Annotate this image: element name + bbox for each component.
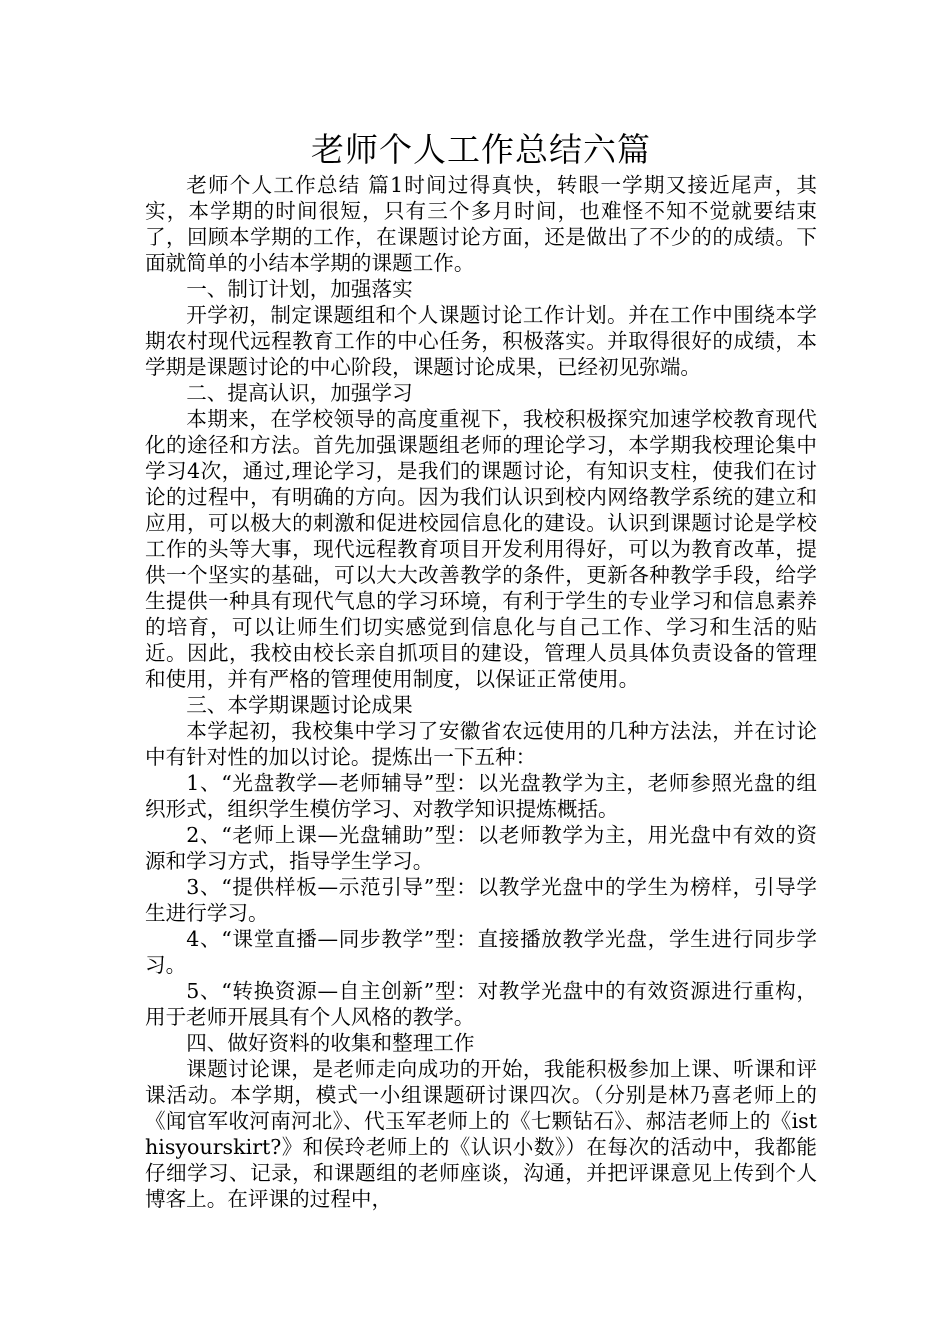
list-item: 4、“课堂直播—同步教学”型：直接播放教学光盘，学生进行同步学习。 xyxy=(145,927,817,977)
document-title: 老师个人工作总结六篇 xyxy=(311,130,651,169)
list-item: 2、“老师上课—光盘辅助”型：以老师教学为主，用光盘中有效的资源和学习方式，指导学生学习。 xyxy=(145,823,817,873)
paragraph: 本期来，在学校领导的高度重视下，我校积极探究加速学校教育现代化的途径和方法。首先加强课题组老师的理论学习，本学期我校理论集中学习4次，通过,理论学习，是我们的课题讨论，有知识支柱，使我们在讨论的过程中，有明确的方向。因为我们认识到校内网络教学系统的建立和应用，可以极大的刺激和促进校园信息化的建设。认识到课题讨论是学校工作的头等大事，现代远程教育项目开发利用得好，可以为教育改革，提供一个坚实的基础，可以大大改善教学的条件，更新各种教学手段，给学生提供一种具有现代气息的学习环境，有利于学生的专业学习和信息素养的培育，可以让师生们切实感觉到信息化与自己工作、学习和生活的贴近。因此，我校由校长亲自抓项目的建设，管理人员具体负责设备的管理和使用，并有严格的管理使用制度，以保证正常使用。 xyxy=(145,407,817,691)
list-item: 1、“光盘教学—老师辅导”型：以光盘教学为主，老师参照光盘的组织形式，组织学生模仿学习、对教学知识提炼概括。 xyxy=(145,771,817,821)
paragraph: 老师个人工作总结 篇1时间过得真快，转眼一学期又接近尾声，其实，本学期的时间很短，只有三个多月时间，也难怪不知不觉就要结束了，回顾本学期的工作，在课题讨论方面，还是做出了不少的的成绩。下面就简单的小结本学期的课题工作。 xyxy=(145,173,817,275)
document-page xyxy=(145,128,817,1212)
section-heading: 三、本学期课题讨论成果 xyxy=(186,693,413,717)
list-item: 3、“提供样板—示范引导”型：以教学光盘中的学生为榜样，引导学生进行学习。 xyxy=(145,875,817,925)
paragraph: 本学起初，我校集中学习了安徽省农远使用的几种方法法，并在讨论中有针对性的加以讨论。提炼出一下五种： xyxy=(145,719,817,769)
section-heading: 一、制订计划，加强落实 xyxy=(186,277,413,301)
section-heading: 四、做好资料的收集和整理工作 xyxy=(186,1031,475,1055)
paragraph: 开学初，制定课题组和个人课题讨论工作计划。并在工作中围绕本学期农村现代远程教育工作的中心任务，积极落实。并取得很好的成绩，本学期是课题讨论的中心阶段，课题讨论成果，已经初见弥端。 xyxy=(145,303,817,379)
document-body xyxy=(145,172,817,1212)
paragraph: 课题讨论课，是老师走向成功的开始，我能积极参加上课、听课和评课活动。本学期，模式一小组课题研讨课四次。（分别是林乃喜老师上的《闻官军收河南河北》、代玉军老师上的《七颗钻石》、郝洁老师上的《isthisyourskirt?》和侯玲老师上的《认识小数》）在每次的活动中，我都能仔细学习、记录，和课题组的老师座谈，沟通，并把评课意见上传到个人博客上。在评课的过程中， xyxy=(145,1057,817,1211)
list-item: 5、“转换资源—自主创新”型：对教学光盘中的有效资源进行重构，用于老师开展具有个人风格的教学。 xyxy=(145,979,817,1029)
section-heading: 二、提高认识，加强学习 xyxy=(186,381,413,405)
